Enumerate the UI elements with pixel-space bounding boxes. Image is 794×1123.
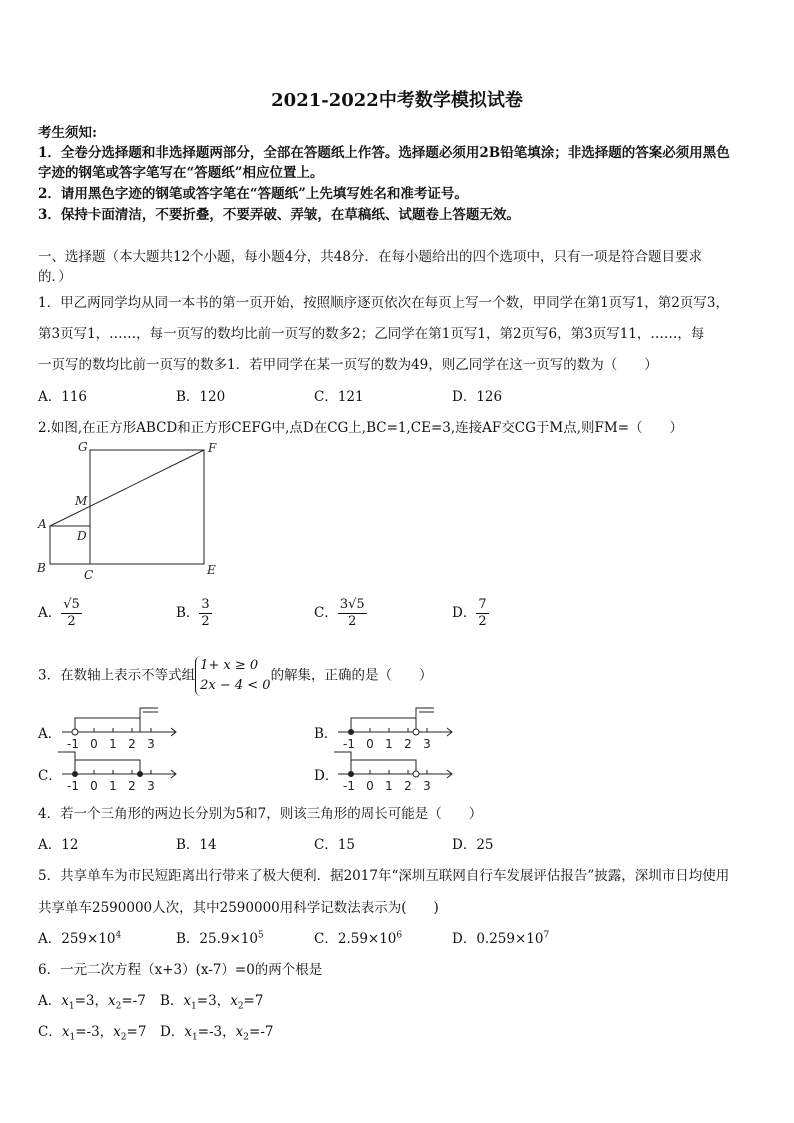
q3-number-line-b	[334, 706, 459, 752]
q2-option-d: D． $\frac{7}{2}$	[452, 597, 487, 629]
q6-stem: 6．一元二次方程（x+3）(x-7）=0的两个根是	[38, 962, 323, 978]
q1-option-d: D．126	[452, 389, 503, 405]
q3-option-d-letter: D．	[314, 768, 339, 784]
label-m: M	[75, 494, 88, 508]
notice-line-1b: 字迹的钢笔或答字笔写在“答题纸”相应位置上。	[38, 165, 324, 181]
q2-stem: 2.如图,在正方形ABCD和正方形CEFG中,点D在CG上,BC=1,CE=3,连接AF交CG于M点,则FM=（ ）	[38, 420, 684, 436]
label-e: E	[207, 563, 216, 577]
svg-text:1: 1	[109, 737, 117, 751]
q1-line-3: 一页写的数均比前一页写的数多1．若甲同学在某一页写的数为49，则乙同学在这一页写的数为（ ）	[38, 357, 658, 373]
q2-option-c: C． $\frac{3√5}{2}$	[314, 597, 365, 629]
svg-text:1: 1	[385, 737, 393, 751]
svg-text:-1: -1	[343, 737, 355, 751]
q3-stem: 3．在数轴上表示不等式组 1+ x ≥ 0 2x − 4 < 0 的解集，正确的是（ ）	[38, 656, 433, 696]
svg-text:0: 0	[90, 737, 98, 751]
label-f: F	[208, 441, 217, 455]
q2-figure	[30, 438, 230, 583]
svg-text:1: 1	[109, 779, 117, 793]
svg-text:3: 3	[423, 737, 431, 751]
q3-number-line-d	[334, 748, 459, 794]
inequality-system: 1+ x ≥ 0 2x − 4 < 0	[195, 656, 270, 696]
page-title: 2021-2022中考数学模拟试卷	[271, 90, 523, 111]
label-a: A	[38, 517, 47, 531]
svg-text:2: 2	[404, 779, 412, 793]
q5-option-a: A．$259\times 10^4$	[38, 930, 122, 947]
q6-option-a: A．$x_1=3$，$x_2=-7$	[38, 993, 146, 1012]
label-g: G	[78, 440, 88, 454]
svg-text:2: 2	[128, 779, 136, 793]
svg-text:0: 0	[366, 737, 374, 751]
q3-option-c-letter: C．	[38, 768, 62, 784]
q1-option-b: B．120	[176, 389, 226, 405]
svg-text:3: 3	[147, 737, 155, 751]
q4-option-a: A．12	[38, 837, 79, 853]
label-b: B	[37, 561, 46, 575]
q4-option-c: C．15	[314, 837, 356, 853]
svg-text:0: 0	[366, 779, 374, 793]
q1-line-2: 第3页写1，……，每一页写的数均比前一页写的数多2；乙同学在第1页写1，第2页写6，第3页写11，……，每	[38, 326, 705, 342]
q5-option-d: D．$0.259\times 10^7$	[452, 930, 550, 947]
q4-option-d: D．25	[452, 837, 494, 853]
q4-option-b: B．14	[176, 837, 217, 853]
line-af	[50, 450, 204, 526]
q5-option-b: B．$25.9\times 10^5$	[176, 930, 264, 947]
svg-text:1: 1	[385, 779, 393, 793]
q3-number-line-c	[58, 748, 183, 794]
q2-option-a: A． $\frac{√5}{2}$	[38, 597, 80, 629]
q1-option-c: C．121	[314, 389, 364, 405]
q5-line-2: 共享单车2590000人次，其中2590000用科学记数法表示为( )	[38, 900, 439, 916]
q3-option-a-letter: A．	[38, 726, 62, 742]
q6-option-c: C．$x_1=-3$，$x_2=7$	[38, 1024, 147, 1043]
notice-line-1a: 1．全卷分选择题和非选择题两部分，全部在答题纸上作答。选择题必须用2B铅笔填涂；非选择题的答案必须用黑色	[38, 145, 730, 161]
notice-line-3: 3．保持卡面清洁，不要折叠，不要弄破、弄皱，在草稿纸、试题卷上答题无效。	[38, 207, 520, 223]
section-heading-2: 的．）	[38, 269, 72, 285]
svg-text:-1: -1	[67, 779, 79, 793]
square-cefg	[90, 450, 204, 564]
q1-line-1: 1．甲乙两同学均从同一本书的第一页开始，按照顺序逐页依次在每页上写一个数，甲同学在第1页写1，第2页写3，	[38, 295, 729, 311]
q3-number-line-a	[58, 706, 183, 752]
notice-line-2: 2．请用黑色字迹的钢笔或答字笔在“答题纸”上先填写姓名和准考证号。	[38, 186, 468, 202]
q2-option-b: B． $\frac{3}{2}$	[176, 597, 210, 629]
svg-text:3: 3	[423, 779, 431, 793]
q5-option-c: C．$2.59\times 10^6$	[314, 930, 403, 947]
svg-text:0: 0	[90, 779, 98, 793]
svg-text:-1: -1	[67, 737, 79, 751]
svg-text:2: 2	[128, 737, 136, 751]
q3-option-b-letter: B．	[314, 726, 338, 742]
label-d: D	[77, 529, 87, 543]
svg-text:3: 3	[147, 779, 155, 793]
q6-option-d: D．$x_1=-3$，$x_2=-7$	[160, 1024, 274, 1043]
notice-heading: 考生须知:	[38, 125, 97, 141]
svg-text:2: 2	[404, 737, 412, 751]
label-c: C	[84, 568, 94, 582]
q4-stem: 4．若一个三角形的两边长分别为5和7，则该三角形的周长可能是（ ）	[38, 806, 483, 822]
q5-line-1: 5．共享单车为市民短距离出行带来了极大便利．据2017年“深圳互联网自行车发展评估报告”披露，深圳市日均使用	[38, 868, 730, 884]
section-heading-1: 一、选择题（本大题共12个小题，每小题4分，共48分．在每小题给出的四个选项中，只有一项是符合题目要求	[38, 249, 702, 265]
svg-text:-1: -1	[343, 779, 355, 793]
q1-option-a: A．116	[38, 389, 88, 405]
q6-option-b: B．$x_1=3$，$x_2=7$	[160, 993, 264, 1012]
